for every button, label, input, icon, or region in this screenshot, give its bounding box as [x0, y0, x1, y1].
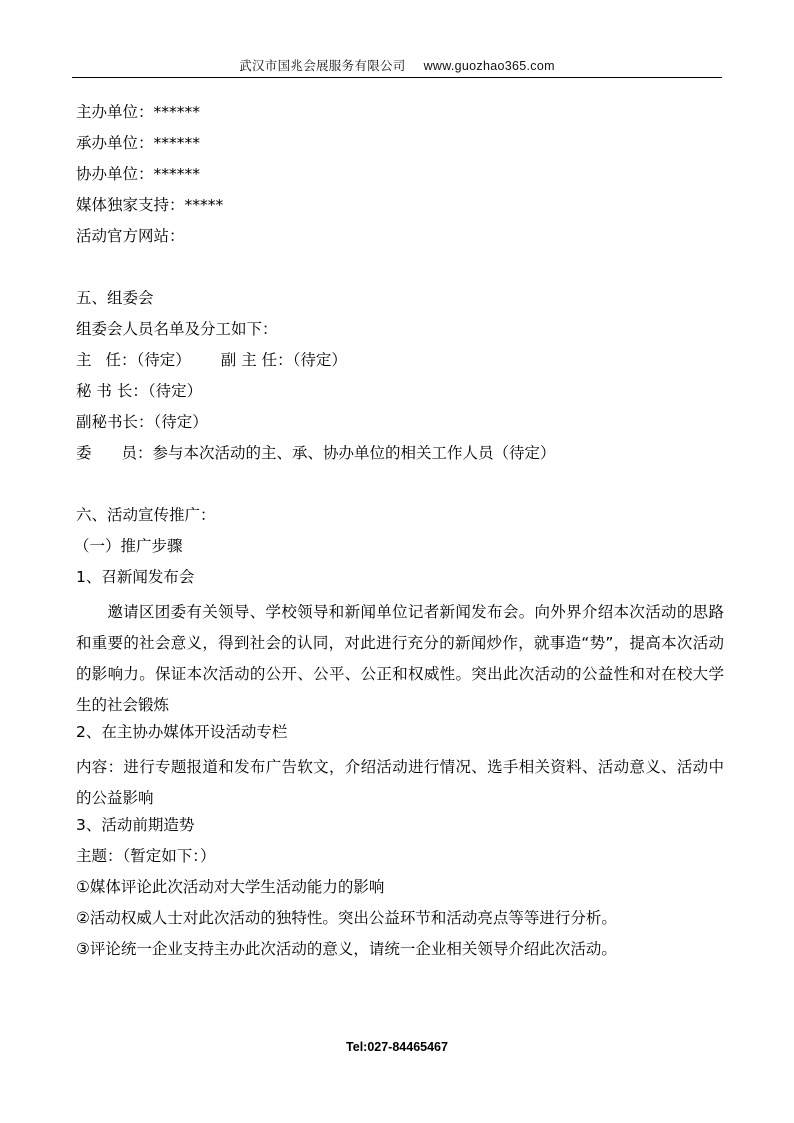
committee-intro: 组委会人员名单及分工如下：	[76, 320, 278, 338]
undertaker-unit: 承办单位：******	[76, 134, 201, 152]
host-unit: 主办单位：******	[76, 103, 201, 121]
chair-label: 主	[76, 351, 92, 369]
list-item: ②活动权威人士对此次活动的独特性。突出公益环节和活动亮点等等进行分析。	[76, 909, 617, 927]
promotion-subheading: （一）推广步骤	[74, 537, 183, 555]
media-support: 媒体独家支持：*****	[76, 196, 224, 214]
co-organizer-unit: 协办单位：******	[76, 165, 201, 183]
member-row	[76, 442, 556, 464]
member-label: 委	[76, 444, 92, 462]
company-website: www.guozhao365.com	[423, 59, 555, 73]
committee-heading: 五、组委会	[76, 289, 154, 307]
list-item: ③评论统一企业支持主办此次活动的意义，请统一企业相关领导介绍此次活动。	[76, 940, 617, 958]
official-website: 活动官方网站：	[76, 227, 185, 245]
list-item: ①媒体评论此次活动对大学生活动能力的影响	[76, 878, 385, 896]
header-rule	[72, 77, 722, 78]
page-header	[72, 56, 722, 74]
secretary: 秘 书 长：（待定）	[76, 382, 203, 400]
chair-value: 任：（待定）	[105, 351, 191, 369]
step2-body: 内容：进行专题报道和发布广告软文，介绍活动进行情况、选手相关资料、活动意义、活动中的公益影响	[76, 758, 724, 807]
member-text: 员：参与本次活动的主、承、协办单位的相关工作人员（待定）	[121, 444, 556, 462]
step1-title: 1、召新闻发布会	[76, 568, 195, 586]
chair-row	[76, 349, 347, 371]
vice-chair: 副 主 任：（待定）	[220, 351, 347, 369]
step1-body	[76, 597, 724, 721]
step2-title: 2、在主协办媒体开设活动专栏	[76, 723, 288, 741]
step1-body-text: 邀请区团委有关领导、学校领导和新闻单位记者新闻发布会。向外界介绍本次活动的思路和重要的社会意义，得到社会的认同，对此进行充分的新闻炒作，就事造“势”，提高本次活动的影响力。保证本次活动的公开、公平、公正和权威性。突出此次活动的公益性和对在校大学生的社会锻炼	[76, 603, 724, 714]
company-name: 武汉市国兆会展服务有限公司	[239, 59, 406, 73]
step3-theme: 主题：（暂定如下：）	[76, 847, 216, 865]
step3-title: 3、活动前期造势	[76, 816, 195, 834]
promotion-heading: 六、活动宣传推广：	[76, 506, 216, 524]
footer-tel: Tel:027-84465467	[346, 1040, 448, 1054]
deputy-secretary: 副秘书长：（待定）	[76, 413, 208, 431]
